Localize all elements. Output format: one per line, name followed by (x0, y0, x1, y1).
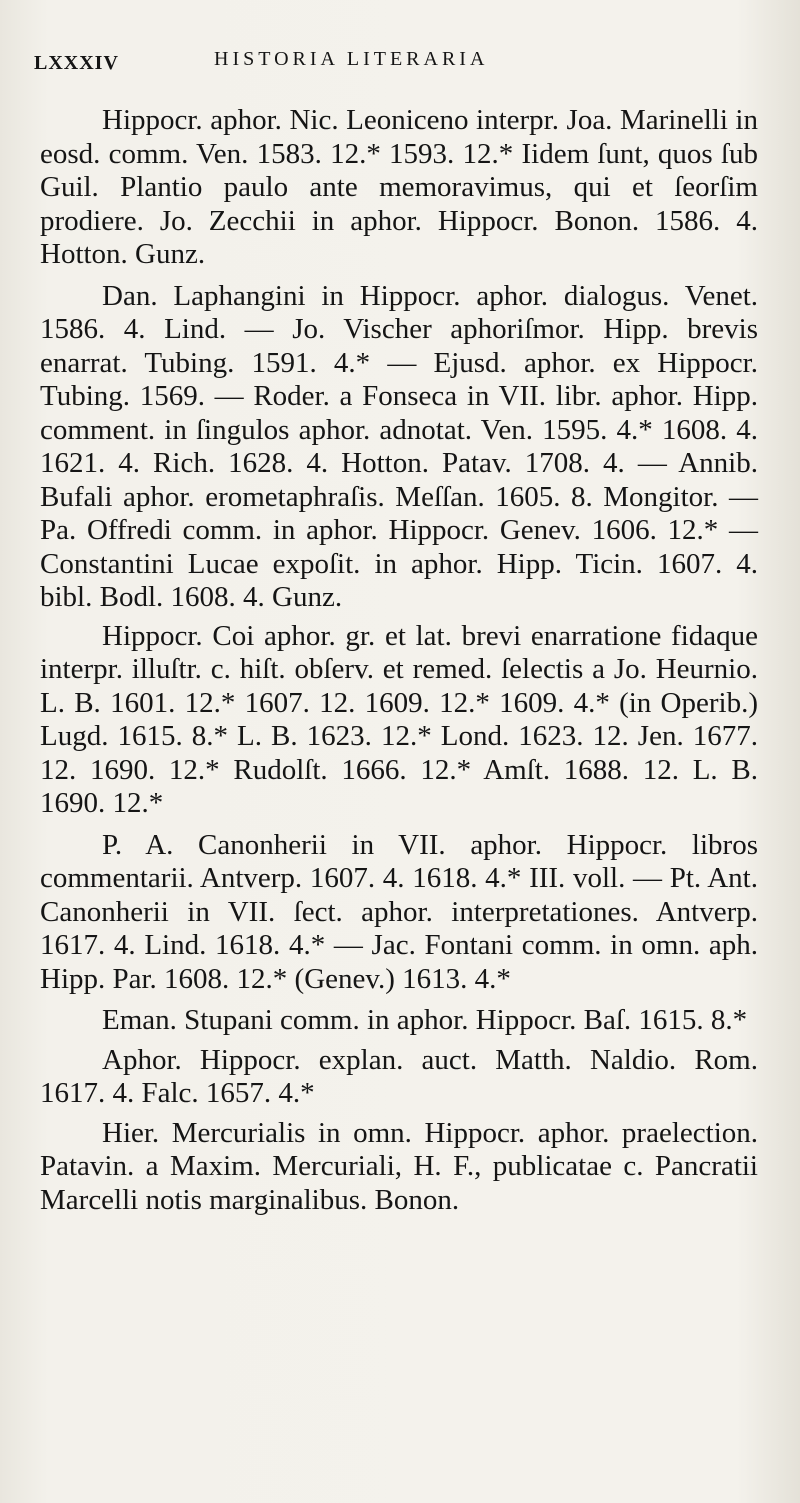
bibliographic-entry: Hippocr. Coi aphor. gr. et lat. brevi enarratione fidaque interpr. illuſtr. c. hiſt. obſerv. et remed. ſelectis a Jo. Heurnio. L. B. 1601. 12.* 1607. 12. 1609. 12.* 1609. 4.* (in Operib.) Lugd. 1615. 8.* L. B. 1623. 12.* Lond. 1623. 12. Jen. 1677. 12. 1690. 12.* Rudolſt. 1666. 12.* Amſt. 1688. 12. L. B. 1690. 12.* (40, 619, 758, 819)
running-title: HISTORIA LITERARIA (214, 48, 489, 70)
page-folio: LXXXIV (34, 52, 119, 74)
bibliographic-entry: P. A. Canonherii in VII. aphor. Hippocr. libros commentarii. Antverp. 1607. 4. 1618. 4.* III. voll. — Pt. Ant. Canonherii in VII. ſect. aphor. interpretationes. Antverp. 1617. 4. Lind. 1618. 4.* — Jac. Fontani comm. in omn. aph. Hipp. Par. 1608. 12.* (Genev.) 1613. 4.* (40, 828, 758, 995)
bibliographic-entry: Eman. Stupani comm. in aphor. Hippocr. Baſ. 1615. 8.* (102, 1004, 748, 1036)
bibliographic-entry: Dan. Laphangini in Hippocr. aphor. dialogus. Venet. 1586. 4. Lind. — Jo. Vischer aphoriſmor. Hipp. brevis enarrat. Tubing. 1591. 4.* — Ejusd. aphor. ex Hippocr. Tubing. 1569. — Roder. a Fonseca in VII. libr. aphor. Hipp. comment. in ſingulos aphor. adnotat. Ven. 1595. 4.* 1608. 4. 1621. 4. Rich. 1628. 4. Hotton. Patav. 1708. 4. — Annib. Bufali aphor. erometaphraſis. Meſſan. 1605. 8. Mongitor. — Pa. Offredi comm. in aphor. Hippocr. Genev. 1606. 12.* — Constantini Lucae expoſit. in aphor. Hipp. Ticin. 1607. 4. bibl. Bodl. 1608. 4. Gunz. (40, 279, 758, 613)
bibliographic-entry: Hier. Mercurialis in omn. Hippocr. aphor. praelection. Patavin. a Maxim. Mercuriali, H. F., publicatae c. Pancratii Marcelli notis marginalibus. Bonon. (40, 1116, 758, 1216)
bibliographic-entry: Hippocr. aphor. Nic. Leoniceno interpr. Joa. Marinelli in eosd. comm. Ven. 1583. 12.* 1593. 12.* Iidem ſunt, quos ſub Guil. Plantio paulo ante memoravimus, qui et ſeorſim prodiere. Jo. Zecchii in aphor. Hippocr. Bonon. 1586. 4. Hotton. Gunz. (40, 104, 758, 270)
bibliographic-entry: Aphor. Hippocr. explan. auct. Matth. Naldio. Rom. 1617. 4. Falc. 1657. 4.* (40, 1043, 758, 1109)
page-header (34, 44, 760, 84)
body-text (40, 104, 758, 1223)
